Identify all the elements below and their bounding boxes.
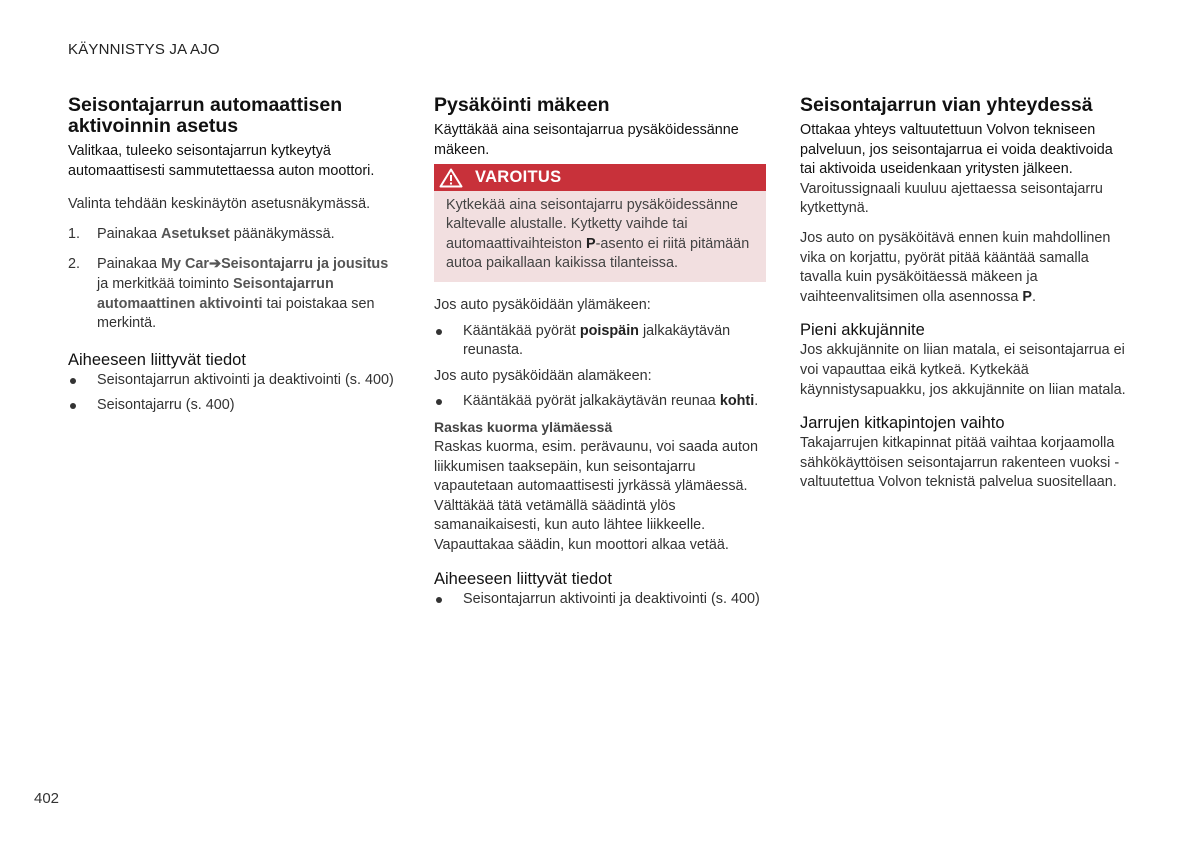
menu-option: Seisontajarrun automaattinen aktivointi xyxy=(97,275,334,312)
related-link[interactable] xyxy=(434,590,764,610)
instruction-emphasis: kohti xyxy=(719,393,755,410)
instruction-text: . xyxy=(754,393,759,410)
section-lead: Valitkaa, tuleeko seisontajarrun kytkeytyä automaattisesti sammutettaessa auton moottori. xyxy=(68,143,375,179)
step-2 xyxy=(68,255,398,333)
bullet xyxy=(436,597,442,603)
menu-path: Asetukset xyxy=(161,225,230,242)
downhill-instruction xyxy=(434,392,764,412)
page-number: 402 xyxy=(34,790,60,807)
step-text: päänäkymässä. xyxy=(229,225,335,242)
instruction-text: Kääntäkää pyörät xyxy=(463,322,580,339)
warning-text xyxy=(434,191,766,282)
body-text-part: . xyxy=(1032,288,1036,305)
instruction-text: Kääntäkää pyörät jalkakäytävän reunaa xyxy=(463,393,720,410)
uphill-intro: Jos auto pysäköidään ylämäkeen: xyxy=(434,297,651,313)
step-text: ja merkitkää toiminto xyxy=(97,275,233,292)
warning-header xyxy=(434,164,766,191)
gear-position-p: P xyxy=(586,235,596,252)
bullet xyxy=(436,329,442,335)
section-title: Seisontajarrun vian yhteydessä xyxy=(800,94,1093,116)
column-parking-brake-auto-activation xyxy=(68,95,398,422)
subsection-title: Pieni akkujännite xyxy=(800,321,925,340)
bullet xyxy=(70,378,76,384)
related-title: Aiheeseen liittyvät tiedot xyxy=(68,350,246,369)
warning-triangle-icon xyxy=(439,168,463,188)
uphill-list xyxy=(434,322,764,361)
body-text xyxy=(800,229,1130,307)
section-lead: Käyttäkää aina seisontajarrua pysäköidessänne mäkeen. xyxy=(434,122,739,158)
warning-label: VAROITUS xyxy=(475,168,562,187)
column-parking-brake-fault xyxy=(800,95,1130,493)
running-header: KÄYNNISTYS JA AJO xyxy=(68,41,220,58)
step-text: Painakaa xyxy=(97,225,162,242)
warning-text-part: Kytkekää aina seisontajarru pysäköidessänne kaltevalle alustalle. Kytketty vaihde tai automaattivaihteiston xyxy=(446,197,738,252)
warning-text-part: -asento ei riitä pitämään autoa paikallaan kaikissa tilanteissa. xyxy=(446,235,750,271)
related-list xyxy=(434,590,764,610)
subsection-text: Jos akkujännite on liian matala, ei seisontajarrua ei voi vapauttaa eikä kytkeä. Kytkekää käynnistysapuakku, jos akkujännite on liian matala. xyxy=(800,342,1126,398)
step-1 xyxy=(68,225,398,245)
instruction-emphasis: poispäin xyxy=(579,322,639,339)
instruction-text: jalkakäytävän reunasta. xyxy=(463,322,731,359)
related-link-text: Seisontajarrun aktivointi ja deaktivointi (s. 400) xyxy=(463,590,760,607)
downhill-list xyxy=(434,392,764,412)
related-title: Aiheeseen liittyvät tiedot xyxy=(434,569,612,588)
menu-path: My Car xyxy=(161,256,210,273)
body-text: Varoitussignaali kuuluu ajettaessa seisontajarru kytkettynä. xyxy=(800,180,1103,217)
section-title: Pysäköinti mäkeen xyxy=(434,94,610,116)
related-link-text: Seisontajarru (s. 400) xyxy=(97,397,235,414)
subsection-text: Takajarrujen kitkapinnat pitää vaihtaa korjaamolla sähkökäyttöisen seisontajarrun rakenteen vuoksi - valtuutettua Volvon teknistä palvelua suositellaan. xyxy=(800,435,1120,491)
subsection-title: Jarrujen kitkapintojen vaihto xyxy=(800,414,1005,433)
gear-position-p: P xyxy=(1022,288,1032,305)
warning-box xyxy=(434,164,766,282)
menu-path: Seisontajarru ja jousitus xyxy=(221,256,389,273)
step-text: tai poistakaa sen merkintä. xyxy=(97,295,375,332)
related-link[interactable] xyxy=(68,371,398,391)
step-number: 1. xyxy=(68,225,81,242)
related-list xyxy=(68,371,398,416)
related-link[interactable] xyxy=(68,396,398,416)
arrow-right-icon: ➔ xyxy=(209,256,222,273)
steps-list xyxy=(68,225,398,334)
heavy-load-title: Raskas kuorma ylämäessä xyxy=(434,418,613,435)
heavy-load-text: Raskas kuorma, esim. perävaunu, voi saada auton liikkumisen taaksepäin, kun seisontajarru vapautetaan automaattisesti jyrkässä ylämäessä. Välttäkää tätä vetämällä säädintä ylös samanaikaisesti, kun auto lähtee liikkeelle. Vapauttakaa säädin, kun moottori alkaa vetää. xyxy=(434,438,758,553)
section-title: Seisontajarrun automaattisen aktivoinnin asetus xyxy=(68,94,343,137)
body-text-part: Jos auto on pysäköitävä ennen kuin mahdollinen vika on korjattu, pyörät pitää kääntää samalla tavalla kuin pysäköitäessä mäkeen ja vaihteenvalitsimen olla asennossa xyxy=(800,229,1111,305)
section-lead: Ottakaa yhteys valtuutettuun Volvon tekniseen palveluun, jos seisontajarrua ei voida deaktivoida tai aktivoida useidenkaan yritysten jälkeen. xyxy=(800,122,1113,178)
column-parking-on-slope xyxy=(434,95,764,615)
bullet xyxy=(70,403,76,409)
intro-text: Valinta tehdään keskinäytön asetusnäkymässä. xyxy=(68,196,371,213)
step-text: Painakaa xyxy=(97,256,162,273)
step-number: 2. xyxy=(68,256,81,273)
downhill-intro: Jos auto pysäköidään alamäkeen: xyxy=(434,367,652,384)
uphill-instruction xyxy=(434,322,764,361)
bullet xyxy=(436,399,442,405)
related-link-text: Seisontajarrun aktivointi ja deaktivointi (s. 400) xyxy=(97,371,394,388)
